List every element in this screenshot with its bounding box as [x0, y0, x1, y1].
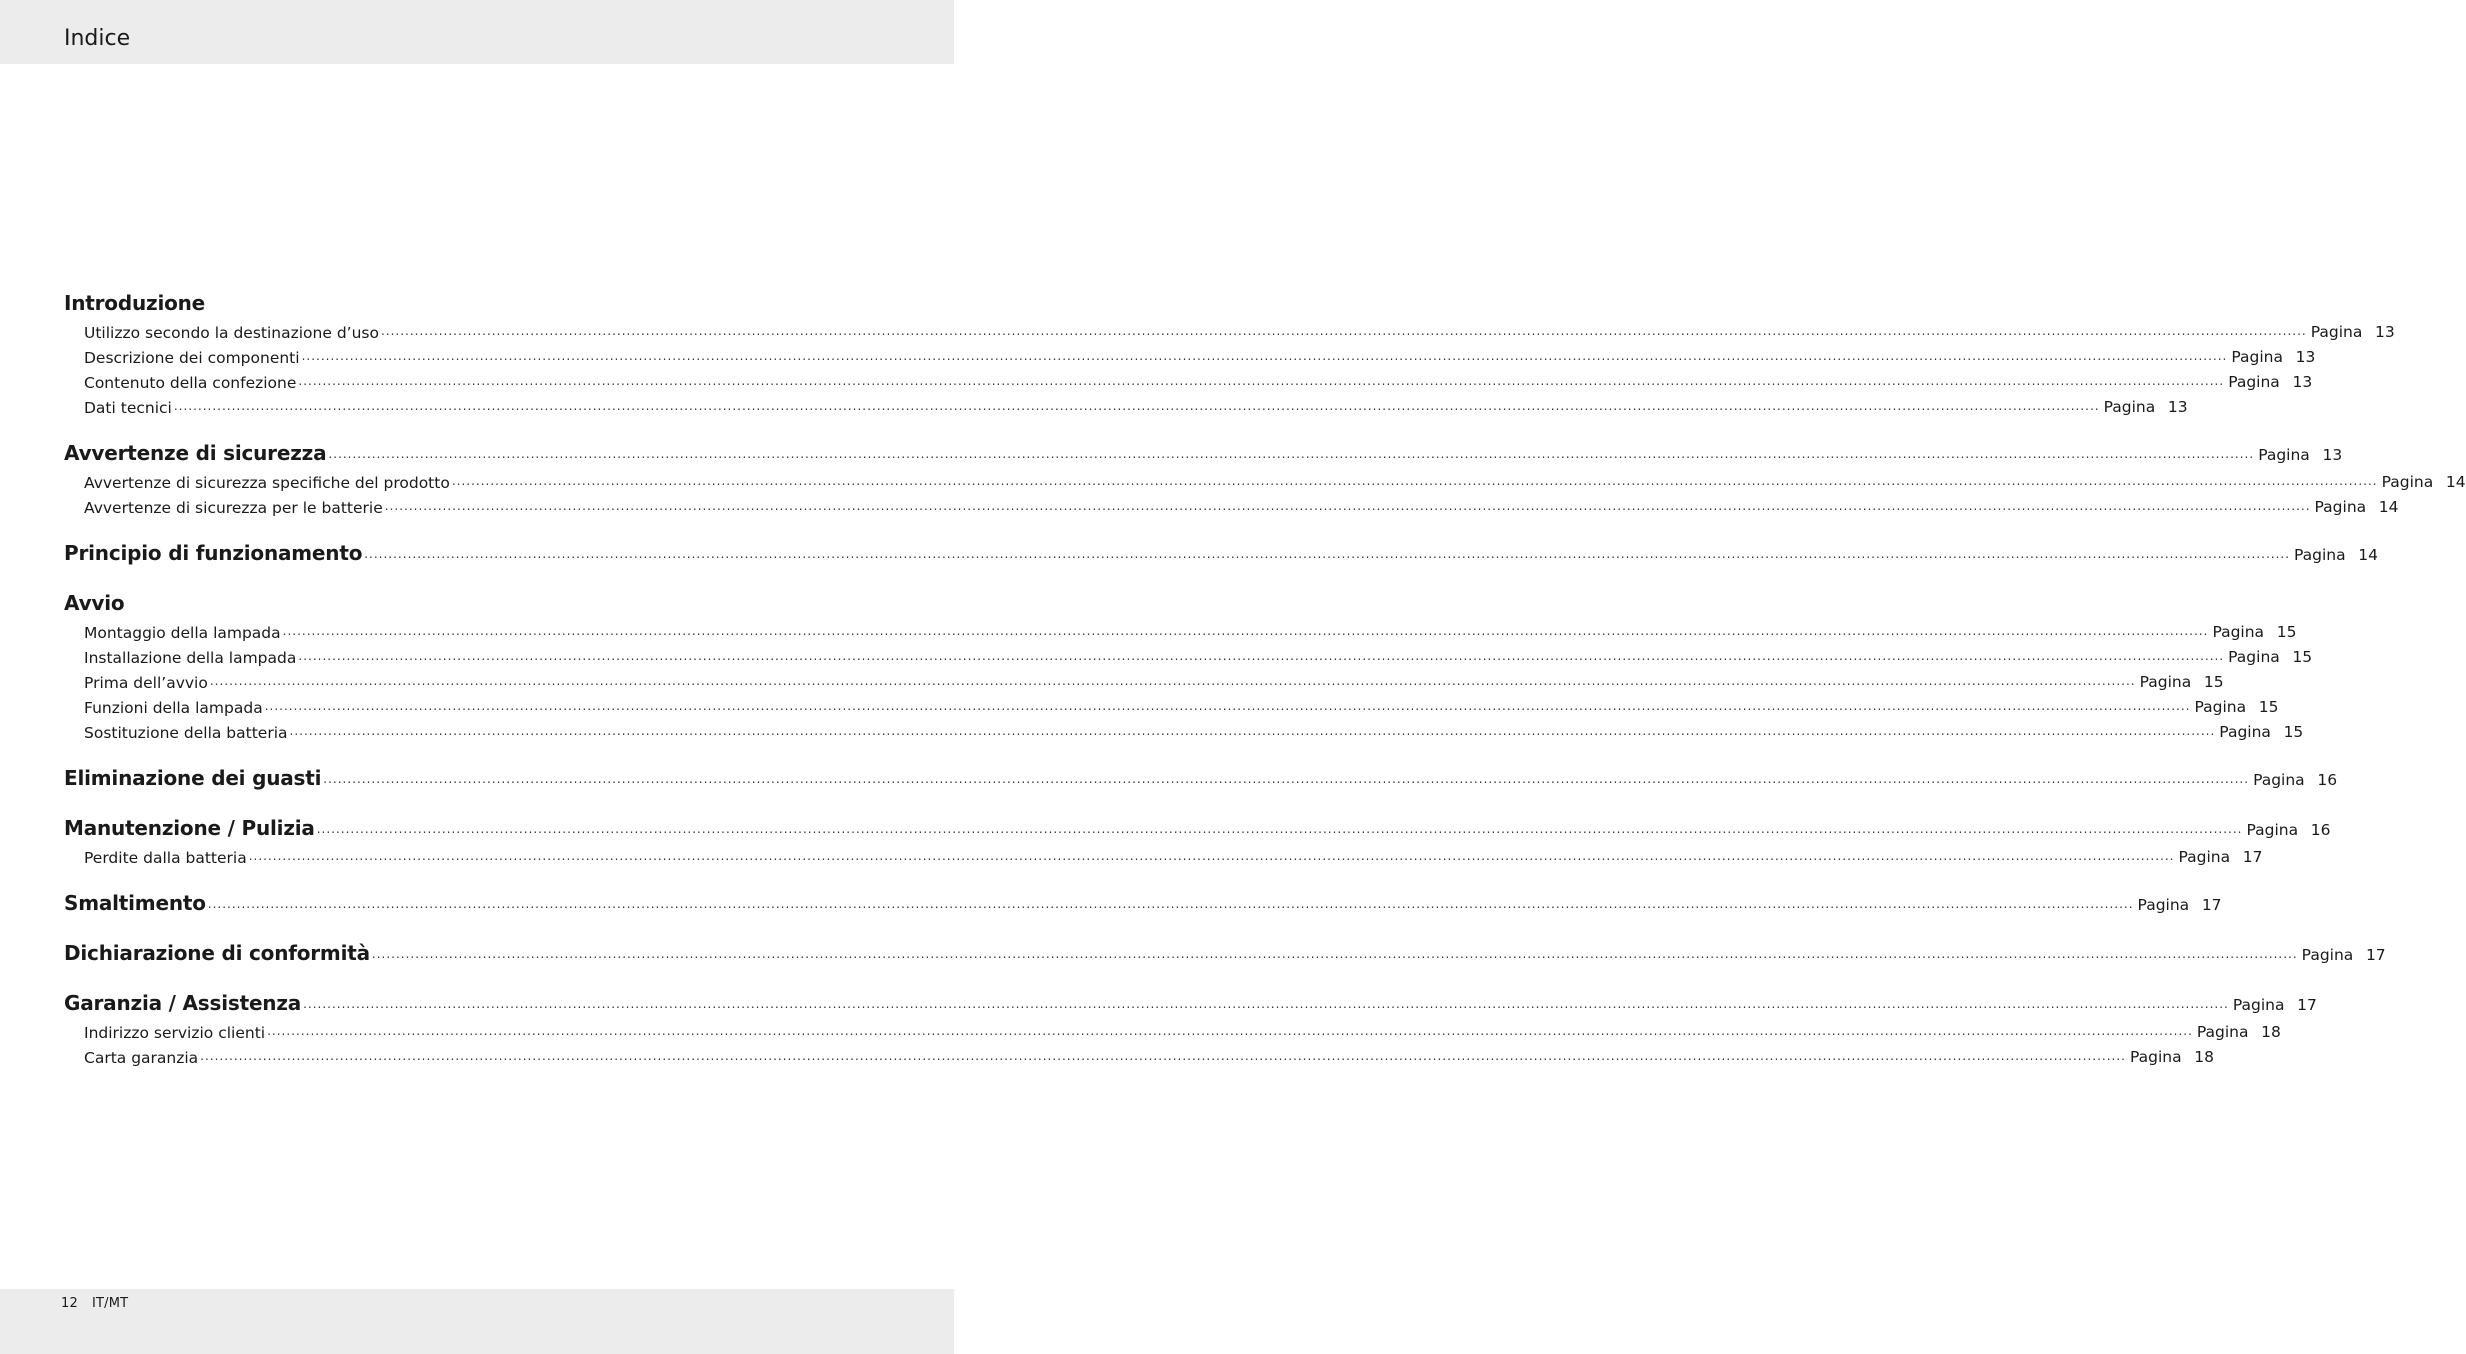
page-number: 17	[2242, 848, 2263, 866]
dot-leader: ................................................................................................................................................................................................................................................................................................................................................................................................................	[380, 324, 2307, 338]
toc-entry-row	[0, 367, 2313, 392]
footer	[61, 1296, 142, 1311]
toc-entry-title: Descrizione dei componenti	[84, 349, 300, 367]
page-number: 18	[2194, 1048, 2214, 1066]
page-label: Pagina	[2258, 446, 2310, 464]
page-number: 13	[2375, 323, 2395, 341]
toc-entry-title: Utilizzo secondo la destinazione d’uso	[84, 324, 379, 342]
toc-entry-title: Avvertenze di sicurezza specifiche del prodotto	[84, 474, 450, 492]
toc-section-title: Principio di funzionamento	[64, 541, 363, 565]
page-label: Pagina	[2310, 323, 2363, 341]
dot-leader: ................................................................................................................................................................................................................................................................................................................................................................................................................	[316, 822, 2243, 836]
dot-leader: ................................................................................................................................................................................................................................................................................................................................................................................................................	[200, 1049, 2126, 1063]
page-number: 15	[2276, 623, 2297, 641]
page-number: 15	[2292, 648, 2313, 666]
toc-section-title: Avvio	[64, 591, 125, 615]
toc-entry-title: Montaggio della lampada	[84, 624, 281, 642]
page-label: Pagina	[2219, 723, 2271, 741]
dot-leader: ................................................................................................................................................................................................................................................................................................................................................................................................................	[323, 772, 2250, 786]
header-band	[0, 0, 954, 64]
footer-locale: IT/MT	[91, 1296, 129, 1311]
toc-entry-row	[0, 467, 2466, 492]
toc-entry-row	[0, 392, 2188, 417]
toc-entry-row	[0, 1017, 2281, 1042]
dot-leader: ................................................................................................................................................................................................................................................................................................................................................................................................................	[301, 349, 2228, 363]
page-label: Pagina	[2381, 473, 2434, 491]
toc-entry-title: Sostituzione della batteria	[84, 724, 288, 742]
page-label: Pagina	[2178, 848, 2231, 866]
toc-section-title: Dichiarazione di conformità	[64, 941, 370, 965]
page-number: 18	[2261, 1023, 2281, 1041]
page-number: 17	[2297, 996, 2317, 1014]
page-number: 14	[2358, 546, 2379, 564]
page-label: Pagina	[2103, 398, 2156, 416]
page-label: Pagina	[2194, 698, 2247, 716]
toc-section-row	[0, 940, 2386, 965]
page-number: 17	[2365, 946, 2386, 964]
page-label: Pagina	[2139, 673, 2192, 691]
dot-leader: ................................................................................................................................................................................................................................................................................................................................................................................................................	[209, 674, 2136, 688]
toc-entry-row	[0, 842, 2263, 867]
page-label: Pagina	[2246, 821, 2299, 839]
page-label: Pagina	[2129, 1048, 2182, 1066]
toc-entry-row	[0, 667, 2224, 692]
toc-entry-row	[0, 492, 2399, 517]
toc-entry-row	[0, 317, 2395, 342]
page-number: 14	[2445, 473, 2466, 491]
toc-entry-title: Dati tecnici	[84, 399, 172, 417]
footer-page-number: 12	[61, 1296, 78, 1311]
footer-band	[0, 1289, 954, 1354]
page-label: Pagina	[2232, 996, 2285, 1014]
dot-leader: ................................................................................................................................................................................................................................................................................................................................................................................................................	[303, 997, 2229, 1011]
toc-entry-row	[0, 642, 2313, 667]
page-number: 17	[2201, 896, 2222, 914]
toc-entry-title: Perdite dalla batteria	[84, 849, 247, 867]
page-number: 13	[2295, 348, 2316, 366]
page-label: Pagina	[2228, 648, 2280, 666]
toc-section-row	[0, 540, 2379, 565]
toc-section-title: Garanzia / Assistenza	[64, 991, 302, 1015]
page-title: Indice	[64, 26, 131, 51]
toc-entry-title: Carta garanzia	[84, 1049, 199, 1067]
toc-entry-row	[0, 342, 2316, 367]
page-number: 16	[2317, 771, 2338, 789]
toc-section-title: Manutenzione / Pulizia	[64, 816, 315, 840]
page-number: 13	[2322, 446, 2343, 464]
page-label: Pagina	[2196, 1023, 2249, 1041]
toc-entry-row	[0, 617, 2297, 642]
toc-section-row	[0, 990, 2317, 1015]
dot-leader: ................................................................................................................................................................................................................................................................................................................................................................................................................	[173, 399, 2100, 413]
dot-leader: ................................................................................................................................................................................................................................................................................................................................................................................................................	[267, 1024, 2193, 1038]
page-number: 15	[2203, 673, 2224, 691]
toc-entry-title: Avvertenze di sicurezza per le batterie	[84, 499, 383, 517]
toc-section-row	[0, 590, 954, 615]
toc-entry-title: Installazione della lampada	[84, 649, 297, 667]
dot-leader: ................................................................................................................................................................................................................................................................................................................................................................................................................	[371, 947, 2298, 961]
page-number: 16	[2310, 821, 2331, 839]
toc-entry-row	[0, 692, 2279, 717]
page-number: 14	[2378, 498, 2399, 516]
page-label: Pagina	[2228, 373, 2280, 391]
dot-leader: ................................................................................................................................................................................................................................................................................................................................................................................................................	[248, 849, 2175, 863]
dot-leader: ................................................................................................................................................................................................................................................................................................................................................................................................................	[264, 699, 2191, 713]
page-number: 13	[2292, 373, 2313, 391]
page-number: 15	[2258, 698, 2279, 716]
toc-entry-title: Contenuto della confezione	[84, 374, 297, 392]
toc-entry-title: Prima dell’avvio	[84, 674, 208, 692]
page-label: Pagina	[2212, 623, 2265, 641]
page-label: Pagina	[2231, 348, 2283, 366]
page-label: Pagina	[2294, 546, 2346, 564]
toc-entry-title: Funzioni della lampada	[84, 699, 263, 717]
dot-leader: ................................................................................................................................................................................................................................................................................................................................................................................................................	[328, 447, 2255, 461]
page-number: 13	[2167, 398, 2188, 416]
toc-section-row	[0, 765, 2338, 790]
page-number: 15	[2283, 723, 2304, 741]
toc-section-title: Avvertenze di sicurezza	[64, 441, 327, 465]
dot-leader: ................................................................................................................................................................................................................................................................................................................................................................................................................	[451, 474, 2378, 488]
toc-section-row	[0, 815, 2331, 840]
dot-leader: ................................................................................................................................................................................................................................................................................................................................................................................................................	[364, 547, 2291, 561]
page-label: Pagina	[2301, 946, 2354, 964]
toc-section-row	[0, 440, 2343, 465]
dot-leader: ................................................................................................................................................................................................................................................................................................................................................................................................................	[282, 624, 2209, 638]
page-label: Pagina	[2137, 896, 2190, 914]
toc-section-row	[0, 290, 954, 315]
toc-entry-title: Indirizzo servizio clienti	[84, 1024, 266, 1042]
page-label: Pagina	[2253, 771, 2305, 789]
toc-section-title: Eliminazione dei guasti	[64, 766, 322, 790]
dot-leader: ................................................................................................................................................................................................................................................................................................................................................................................................................	[384, 499, 2311, 513]
toc-section-title: Introduzione	[64, 291, 206, 315]
toc-entry-row	[0, 717, 2304, 742]
toc-section-row	[0, 890, 2222, 915]
toc-entry-row	[0, 1042, 2214, 1067]
toc-section-title: Smaltimento	[64, 891, 206, 915]
dot-leader: ................................................................................................................................................................................................................................................................................................................................................................................................................	[289, 724, 2216, 738]
page-label: Pagina	[2314, 498, 2367, 516]
dot-leader: ................................................................................................................................................................................................................................................................................................................................................................................................................	[207, 897, 2134, 911]
dot-leader: ................................................................................................................................................................................................................................................................................................................................................................................................................	[298, 374, 2225, 388]
dot-leader: ................................................................................................................................................................................................................................................................................................................................................................................................................	[298, 649, 2225, 663]
